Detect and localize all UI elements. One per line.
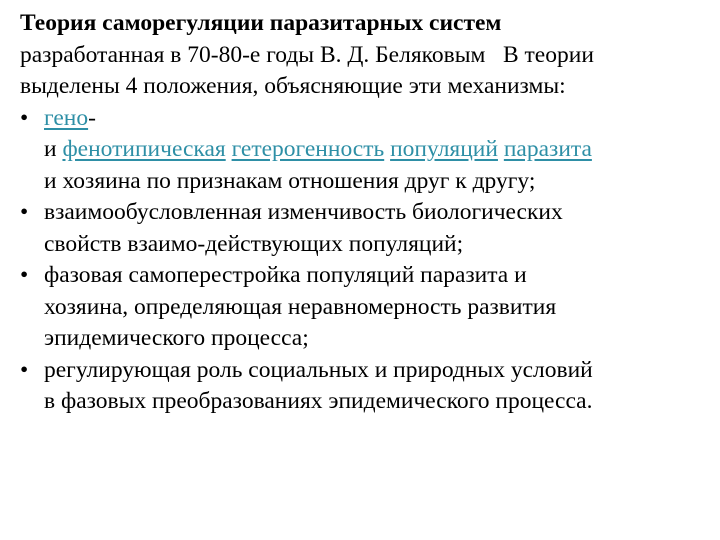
bullet-icon: • — [20, 199, 29, 225]
bullet-1-line-3: и хозяина по признакам отношения друг к другу; — [44, 167, 536, 194]
slide-title: Теория саморегуляции паразитарных систем — [20, 10, 502, 36]
link-phenotypic[interactable]: фенотипическая — [62, 136, 226, 162]
conjunction-text: и — [44, 136, 63, 162]
list-item — [20, 197, 712, 260]
link-populations[interactable]: популяций — [390, 136, 498, 162]
bullet-icon: • — [20, 104, 29, 131]
list-item — [20, 103, 712, 198]
link-geno[interactable]: гено — [44, 104, 89, 131]
list-item — [20, 260, 712, 355]
bullet-3-line-3: эпидемического процесса; — [44, 325, 309, 351]
bullet-icon: • — [20, 262, 29, 288]
bullet-3-line-2: хозяина, определяющая неравномерность развития — [44, 293, 557, 320]
link-parasite[interactable]: паразита — [503, 136, 592, 162]
link-heterogeneity[interactable]: гетерогенность — [231, 136, 385, 162]
bullet-4-text-1: регулирующая роль социальных и природных условий — [44, 356, 593, 383]
bullet-2-line-2: свойств взаимо-действующих популяций; — [44, 230, 464, 257]
bullet-3-line-1 — [20, 260, 712, 292]
bullet-icon: • — [20, 356, 29, 383]
bullet-4-line-1 — [20, 355, 712, 387]
bullet-2-text-1: взаимообусловленная изменчивость биологических — [44, 199, 563, 225]
intro-line-1: разработанная в 70-80-е годы В. Д. Беляковым В теории — [20, 41, 594, 68]
bullet-2-line-1 — [20, 197, 712, 229]
list-item — [20, 355, 712, 418]
bullet-1-line-2 — [20, 134, 712, 166]
hyphen-text: - — [88, 104, 96, 131]
bullet-4-line-2: в фазовых преобразованиях эпидемического процесса. — [44, 388, 593, 414]
bullet-3-text-1: фазовая самоперестройка популяций паразита и — [44, 262, 527, 288]
intro-line-2: выделены 4 положения, объясняющие эти механизмы: — [20, 73, 566, 99]
bullet-1-line-1 — [20, 103, 712, 135]
slide-content — [20, 8, 712, 418]
